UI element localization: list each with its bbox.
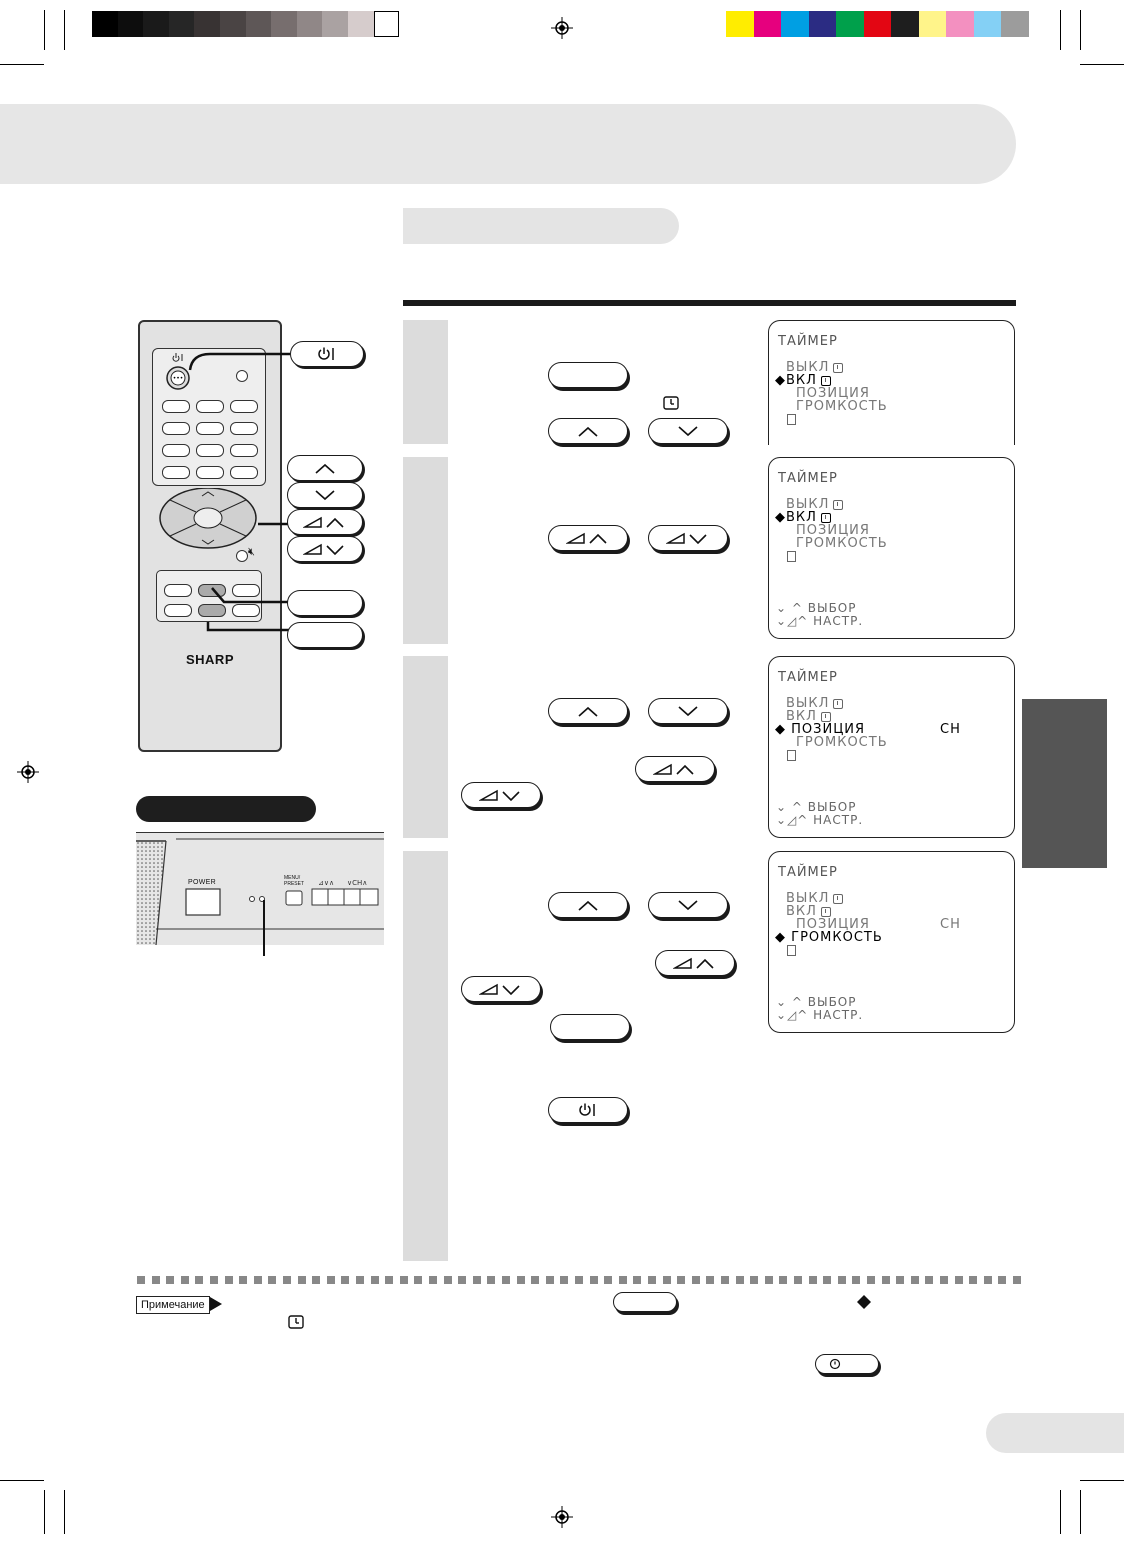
gray-swatch — [220, 11, 246, 37]
separator-dot — [341, 1276, 349, 1284]
volume-down-button[interactable] — [461, 976, 541, 1002]
osd-footer-select: ВЫБОР — [807, 995, 857, 1009]
clock-icon — [833, 500, 843, 510]
selector-diamond-icon: ◆ — [775, 930, 792, 945]
color-swatch — [864, 11, 892, 37]
step-bar-4 — [403, 851, 448, 1261]
power-icon — [316, 347, 338, 361]
separator-dot — [750, 1276, 758, 1284]
separator-dot — [371, 1276, 379, 1284]
separator-dot — [619, 1276, 627, 1284]
crop-mark — [0, 64, 44, 65]
osd-item-off: ВЫКЛ — [786, 696, 830, 711]
crop-mark — [1080, 1490, 1081, 1534]
chevron-up-icon — [577, 425, 599, 437]
adjust-arrows-icon: ⌄◿^ — [776, 1008, 814, 1022]
separator-dot — [575, 1276, 583, 1284]
color-swatch — [836, 11, 864, 37]
chevron-up-icon — [577, 705, 599, 717]
separator-dot — [765, 1276, 773, 1284]
gray-swatch — [169, 11, 195, 37]
callout-menu-button[interactable] — [287, 590, 363, 616]
crop-mark — [1060, 10, 1061, 50]
chevron-down-icon — [677, 899, 699, 911]
osd-item-volume: ГРОМКОСТЬ — [796, 399, 888, 414]
selector-diamond-icon: ◆ — [775, 373, 786, 388]
osd-title: ТАЙМЕР — [778, 471, 838, 486]
clock-icon — [821, 376, 831, 386]
osd-panel-2 — [768, 457, 1015, 639]
indicator-pointer-line — [263, 900, 265, 956]
osd-item-on: ВКЛ — [786, 709, 817, 724]
osd-item-position: ПОЗИЦИЯ — [796, 523, 870, 538]
separator-dot — [356, 1276, 364, 1284]
color-swatch — [946, 11, 974, 37]
separator-dot — [298, 1276, 306, 1284]
note-label: Примечание — [136, 1296, 210, 1314]
separator-dot — [210, 1276, 218, 1284]
gray-swatch — [322, 11, 348, 37]
chevron-up-icon — [314, 462, 336, 474]
separator-dot — [852, 1276, 860, 1284]
page-number-tab — [986, 1413, 1124, 1453]
standby-button[interactable] — [548, 1097, 628, 1123]
osd-item-position: ПОЗИЦИЯ — [791, 722, 866, 737]
channel-up-button[interactable] — [548, 698, 628, 724]
chevron-down-icon — [314, 489, 336, 501]
color-swatch — [809, 11, 837, 37]
separator-dot — [473, 1276, 481, 1284]
crop-mark — [44, 1490, 45, 1534]
osd-item-position: ПОЗИЦИЯ — [796, 917, 870, 932]
color-swatch — [754, 11, 782, 37]
color-swatch — [781, 11, 809, 37]
separator-dot — [940, 1276, 948, 1284]
svg-text:•••: ••• — [172, 375, 184, 382]
select-arrows-icon: ⌄ ^ — [776, 601, 808, 615]
separator-dot — [867, 1276, 875, 1284]
gray-swatch — [348, 11, 374, 37]
volume-up-icon — [653, 762, 697, 776]
remote-brand-logo: SHARP — [185, 652, 234, 667]
osd-item-on: ВКЛ — [786, 373, 817, 388]
selector-diamond-icon: ◆ — [775, 722, 792, 737]
volume-down-button[interactable] — [461, 782, 541, 808]
separator-dot — [692, 1276, 700, 1284]
volume-down-icon — [666, 531, 710, 545]
separator-dot — [794, 1276, 802, 1284]
separator-dot — [823, 1276, 831, 1284]
select-arrows-icon: ⌄ ^ — [776, 995, 808, 1009]
separator-dot — [502, 1276, 510, 1284]
front-panel-heading-pill — [136, 796, 316, 822]
separator-dot — [254, 1276, 262, 1284]
separator-dot — [414, 1276, 422, 1284]
header-band — [0, 104, 1016, 184]
front-menu-label: MENU/ PRESET — [284, 875, 305, 887]
callout-timer-button[interactable] — [287, 622, 363, 648]
section-rule — [403, 300, 1016, 306]
separator-dot — [239, 1276, 247, 1284]
separator-dot — [283, 1276, 291, 1284]
volume-down-icon — [303, 542, 347, 556]
crop-mark — [0, 1480, 44, 1481]
volume-up-icon — [673, 956, 717, 970]
callout-volume-down-button[interactable] — [287, 536, 363, 562]
channel-down-button[interactable] — [648, 698, 728, 724]
osd-footer-adjust: НАСТР. — [813, 1008, 864, 1022]
volume-down-icon — [479, 982, 523, 996]
gray-swatch — [92, 11, 118, 37]
separator-dot — [663, 1276, 671, 1284]
timer-clock-icon — [663, 396, 679, 410]
volume-up-button[interactable] — [548, 525, 628, 551]
menu-button[interactable] — [548, 362, 628, 388]
callout-standby-button[interactable] — [290, 341, 364, 367]
separator-dot — [955, 1276, 963, 1284]
separator-dot — [969, 1276, 977, 1284]
svg-text:∨CH∧: ∨CH∧ — [347, 879, 368, 887]
step-bar-1 — [403, 320, 448, 444]
separator-dot — [590, 1276, 598, 1284]
separator-dot — [1013, 1276, 1021, 1284]
power-icon — [577, 1103, 599, 1117]
osd-item-position: ПОЗИЦИЯ — [796, 386, 870, 401]
osd-panel-4 — [768, 851, 1015, 1033]
mute-icon: 🔇︎ — [248, 546, 255, 558]
chapter-side-tab — [1022, 699, 1107, 868]
note-timer-button[interactable] — [815, 1354, 879, 1374]
separator-dot — [327, 1276, 335, 1284]
tv-front-panel — [136, 832, 384, 945]
color-swatch — [891, 11, 919, 37]
gray-swatch — [374, 11, 400, 37]
clock-icon — [821, 907, 831, 917]
separator-dot — [195, 1276, 203, 1284]
osd-footer-adjust: НАСТР. — [813, 813, 864, 827]
separator-dot — [896, 1276, 904, 1284]
timer-clock-icon — [288, 1315, 304, 1329]
clock-icon — [833, 894, 843, 904]
clock-icon — [833, 699, 843, 709]
clock-icon — [821, 513, 831, 523]
separator-dot — [925, 1276, 933, 1284]
osd-item-volume: ГРОМКОСТЬ — [796, 735, 888, 750]
adjust-arrows-icon: ⌄◿^ — [776, 614, 814, 628]
separator-dot — [809, 1276, 817, 1284]
osd-item-on: ВКЛ — [786, 904, 817, 919]
color-swatch — [1001, 11, 1029, 37]
note-arrow-icon — [210, 1297, 222, 1311]
gray-swatch — [118, 11, 144, 37]
separator-dot — [721, 1276, 729, 1284]
hourglass-icon — [787, 551, 796, 562]
channel-down-button[interactable] — [648, 418, 728, 444]
osd-title: ТАЙМЕР — [778, 670, 838, 685]
separator-dot — [531, 1276, 539, 1284]
color-swatch — [974, 11, 1002, 37]
separator-dot — [633, 1276, 641, 1284]
osd-footer-select: ВЫБОР — [807, 800, 857, 814]
osd-channel-label: CH — [940, 917, 961, 932]
separator-dot — [400, 1276, 408, 1284]
separator-dot — [779, 1276, 787, 1284]
selector-diamond-icon — [856, 1294, 872, 1310]
crop-mark — [64, 10, 65, 50]
osd-footer-select: ВЫБОР — [807, 601, 857, 615]
volume-up-icon — [303, 515, 347, 529]
step-bar-3 — [403, 656, 448, 838]
clock-icon — [821, 712, 831, 722]
front-power-label: POWER — [188, 879, 216, 886]
crop-mark — [1080, 10, 1081, 50]
separator-dot — [882, 1276, 890, 1284]
osd-footer-adjust: НАСТР. — [813, 614, 864, 628]
select-arrows-icon: ⌄ ^ — [776, 800, 808, 814]
osd-panel-1 — [768, 320, 1015, 445]
separator-dot — [984, 1276, 992, 1284]
channel-up-button[interactable] — [548, 418, 628, 444]
registration-mark-icon — [551, 17, 573, 39]
hourglass-icon — [787, 750, 796, 761]
osd-title: ТАЙМЕР — [778, 865, 838, 880]
step-bar-2 — [403, 457, 448, 644]
osd-channel-label: CH — [940, 722, 961, 737]
callout-lines — [180, 340, 300, 640]
osd-item-volume: ГРОМКОСТЬ — [796, 536, 888, 551]
channel-down-button[interactable] — [648, 892, 728, 918]
separator-dot — [487, 1276, 495, 1284]
separator-dot — [560, 1276, 568, 1284]
crop-mark — [1080, 64, 1124, 65]
chevron-down-icon — [677, 705, 699, 717]
separator-dot — [604, 1276, 612, 1284]
registration-mark-icon — [17, 761, 39, 783]
separator-dot — [385, 1276, 393, 1284]
separator-dot — [225, 1276, 233, 1284]
chevron-up-icon — [577, 899, 599, 911]
gray-swatch — [143, 11, 169, 37]
separator-dot — [911, 1276, 919, 1284]
osd-panel-3 — [768, 656, 1015, 838]
section-heading-pill — [403, 208, 679, 244]
crop-mark — [1060, 1490, 1061, 1534]
separator-dot — [312, 1276, 320, 1284]
hourglass-icon — [787, 945, 796, 956]
separator-dot — [137, 1276, 145, 1284]
tv-front-panel-drawing — [136, 833, 384, 945]
channel-up-button[interactable] — [548, 892, 628, 918]
note-menu-button[interactable] — [613, 1292, 677, 1312]
gray-swatch — [194, 11, 220, 37]
gray-swatch — [246, 11, 272, 37]
separator-dot — [677, 1276, 685, 1284]
adjust-arrows-icon: ⌄◿^ — [776, 813, 814, 827]
color-swatch — [919, 11, 947, 37]
clock-icon — [833, 363, 843, 373]
separator-dot — [152, 1276, 160, 1284]
callout-channel-down-button[interactable] — [287, 482, 363, 508]
separator-dot — [648, 1276, 656, 1284]
volume-up-icon — [566, 531, 610, 545]
osd-item-off: ВЫКЛ — [786, 360, 830, 375]
osd-item-off: ВЫКЛ — [786, 497, 830, 512]
separator-dot — [166, 1276, 174, 1284]
callout-channel-up-button[interactable] — [287, 455, 363, 481]
volume-up-button[interactable] — [655, 950, 735, 976]
osd-title: ТАЙМЕР — [778, 334, 838, 349]
hourglass-icon — [787, 414, 796, 425]
selector-diamond-icon: ◆ — [775, 510, 786, 525]
crop-mark — [44, 10, 45, 50]
color-swatch — [726, 11, 754, 37]
volume-down-icon — [479, 788, 523, 802]
separator-dot — [458, 1276, 466, 1284]
separator-dot — [517, 1276, 525, 1284]
separator-dot — [838, 1276, 846, 1284]
separator-dot — [181, 1276, 189, 1284]
separator-dot — [546, 1276, 554, 1284]
osd-item-on: ВКЛ — [786, 510, 817, 525]
volume-up-button[interactable] — [635, 756, 715, 782]
separator-dot — [444, 1276, 452, 1284]
crop-mark — [64, 1490, 65, 1534]
chevron-down-icon — [677, 425, 699, 437]
separator-dot — [736, 1276, 744, 1284]
svg-text:⊿∨∧: ⊿∨∧ — [318, 879, 335, 887]
timer-icon — [827, 1358, 867, 1370]
menu-button[interactable] — [550, 1014, 630, 1040]
separator-dot — [998, 1276, 1006, 1284]
gray-swatch — [297, 11, 323, 37]
callout-volume-up-button[interactable] — [287, 509, 363, 535]
registration-mark-icon — [551, 1506, 573, 1528]
osd-item-volume: ГРОМКОСТЬ — [791, 930, 883, 945]
separator-dot — [706, 1276, 714, 1284]
gray-swatch — [271, 11, 297, 37]
osd-item-off: ВЫКЛ — [786, 891, 830, 906]
volume-down-button[interactable] — [648, 525, 728, 551]
separator-dot — [268, 1276, 276, 1284]
separator-dot — [429, 1276, 437, 1284]
crop-mark — [1080, 1480, 1124, 1481]
